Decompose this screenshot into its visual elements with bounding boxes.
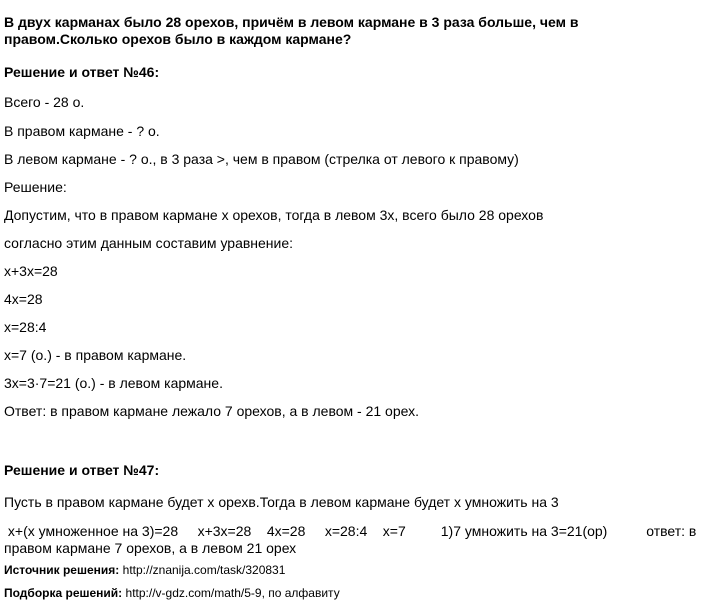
solution-46-line: х+3х=28 — [4, 263, 58, 279]
source-label: Источник решения: — [4, 563, 120, 577]
solution-46-line: х=28:4 — [4, 319, 47, 335]
collection-line — [4, 586, 340, 600]
solution-46-line: Решение: — [4, 179, 67, 195]
solution-46-line: Допустим, что в правом кармане х орехов, тогда в левом 3х, всего было 28 орехов — [4, 207, 544, 223]
collection-label: Подборка решений: — [4, 586, 123, 600]
solution-46-line: согласно этим данным составим уравнение: — [4, 235, 294, 251]
collection-link[interactable]: http://v-gdz.com/math/5-9, по алфавиту — [125, 586, 340, 600]
solution-46-heading: Решение и ответ №46: — [4, 64, 160, 80]
question-line-1: В двух карманах было 28 орехов, причём в левом кармане в 3 раза больше, чем в — [4, 14, 579, 30]
solution-47-line: Пусть в правом кармане будет х орехв.Тогда в левом кармане будет х умножить на 3 — [4, 494, 559, 510]
solution-46-line: 3х=3·7=21 (о.) - в левом кармане. — [4, 375, 223, 391]
solution-47-line: правом кармане 7 орехов, а в левом 21 орех — [4, 540, 297, 556]
solution-46-line: Всего - 28 о. — [4, 94, 85, 110]
solution-46-line: В левом кармане - ? о., в 3 раза >, чем в правом (стрелка от левого к правому) — [4, 151, 519, 167]
source-line — [4, 563, 285, 577]
solution-46-answer: Ответ: в правом кармане лежало 7 орехов, а в левом - 21 орех. — [4, 403, 419, 419]
source-link[interactable]: http://znanija.com/task/320831 — [122, 563, 286, 577]
solution-47-heading: Решение и ответ №47: — [4, 462, 160, 478]
solution-46-line: В правом кармане - ? о. — [4, 123, 160, 139]
solution-46-line: х=7 (о.) - в правом кармане. — [4, 347, 187, 363]
solution-46-line: 4х=28 — [4, 291, 43, 307]
solution-47-line: х+(х умноженное на 3)=28 х+3х=28 4х=28 х=28:4 х=7 1)7 умножить на 3=21(ор) ответ: в — [4, 523, 697, 539]
question-line-2: правом.Сколько орехов было в каждом кармане? — [4, 31, 352, 47]
